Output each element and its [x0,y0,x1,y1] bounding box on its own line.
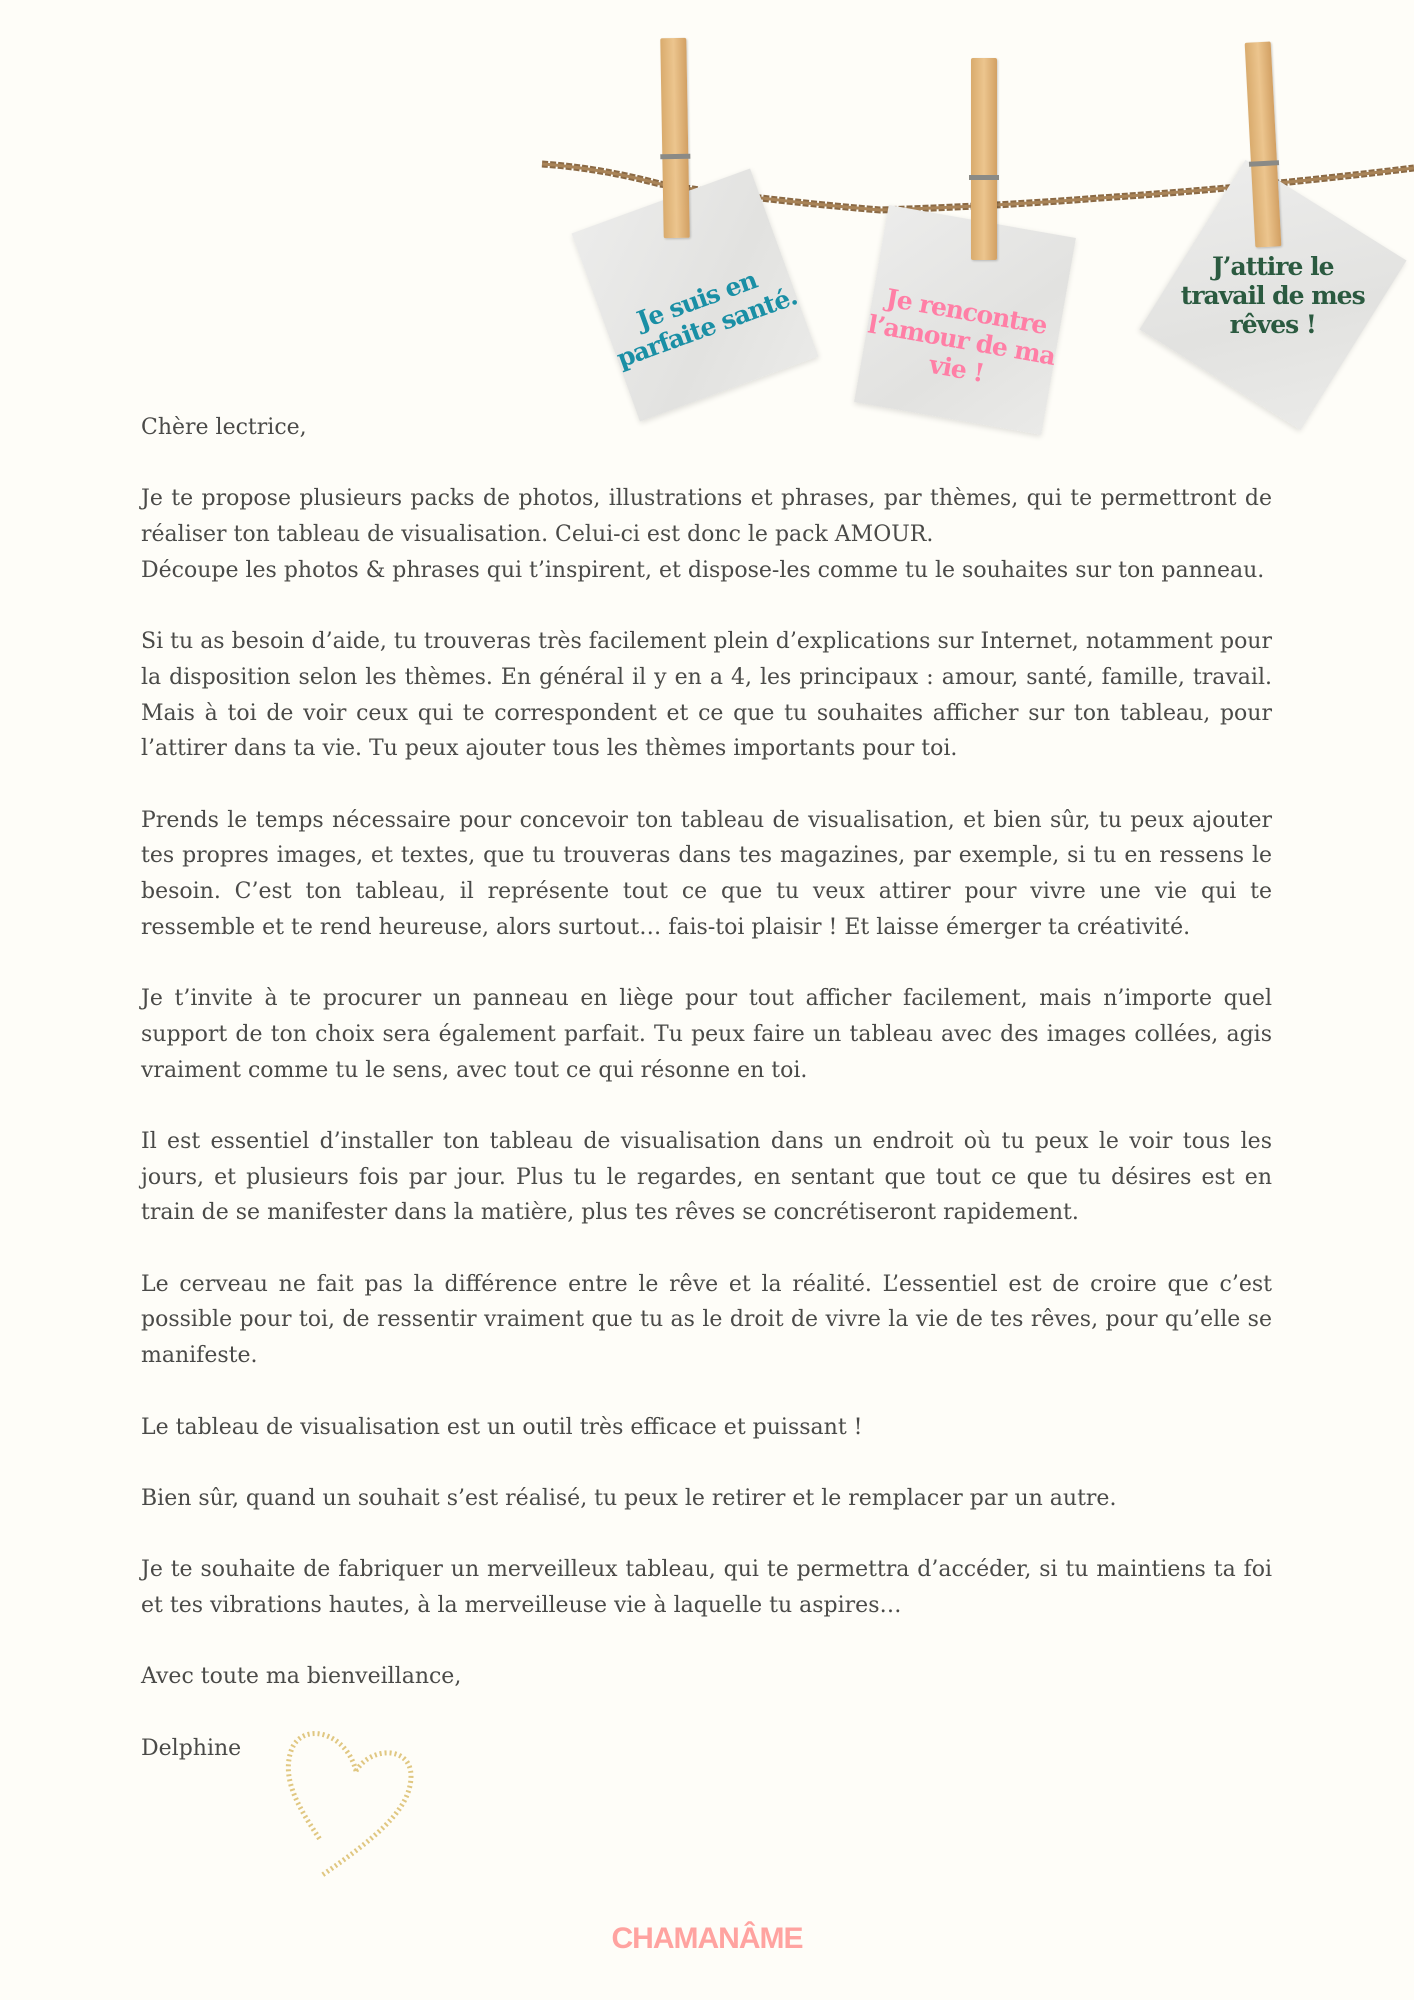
paragraph: Je t’invite à te procurer un panneau en liège pour tout afficher facilement, mais n’importe quel support de ton choix sera également parfait. Tu peux faire un tableau avec des images collées, agis vraiment comme tu le sens, avec tout ce qui résonne en toi. [141,986,1272,1083]
card-work-text: J’attire le travail de mes rêves ! [1181,251,1365,339]
paragraph: Le cerveau ne fait pas la différence entre le rêve et la réalité. L’essentiel est de croire que c’est possible pour toi, de ressentir vraiment que tu as le droit de vivre la vie de tes rêves, pour qu’elle se manifeste. [141,1271,1272,1369]
card-health-text: Je suis en parfaite santé. [612,265,801,374]
glitter-heart-icon [261,1711,461,1881]
paragraph: Le tableau de visualisation est un outil très efficace et puissant ! [141,1414,863,1440]
letter-body [141,410,1272,1881]
paragraph [141,481,1272,552]
card-love [854,205,1076,435]
paragraph: Découpe les photos & phrases qui t’inspirent, et dispose-les comme tu le souhaites sur ton panneau. [141,557,1265,583]
signature-block [141,1731,1272,1881]
clothespin-icon [971,58,997,260]
paragraph: Prends le temps nécessaire pour concevoir ton tableau de visualisation, et bien sûr, tu peux ajouter tes propres images, et textes, que tu trouveras dans tes magazines, par exemple, si tu en ressens le besoin. C’est ton tableau, il représente tout ce que tu veux attirer pour vivre une vie qui te ressemble et te rend heureuse, alors surtout… fais-toi plaisir ! Et laisse émerger ta créativité. [141,807,1272,940]
closing: Avec toute ma bienveillance, [141,1664,462,1690]
paragraph: Bien sûr, quand un souhait s’est réalisé, tu peux le retirer et le remplacer par un autre. [141,1485,1117,1511]
signature: Delphine [141,1735,242,1761]
paragraph-text: Je te propose plusieurs packs de photos, illustrations et phrases, par thèmes, qui te permettront de réaliser ton tableau de visualisation. Celui-ci est donc le pack AMOUR. [141,486,1272,548]
brand-logo: CHAMANÂME [611,1922,803,1955]
greeting: Chère lectrice, [141,415,307,440]
paragraph: Je te souhaite de fabriquer un merveilleux tableau, qui te permettra d’accéder, si tu maintiens ta foi et tes vibrations hautes, à la merveilleuse vie à laquelle tu aspires… [141,1557,1272,1619]
paragraph: Si tu as besoin d’aide, tu trouveras très facilement plein d’explications sur Internet, notamment pour la disposition selon les thèmes. En général il y en a 4, les principaux : amour, santé, famille, travail. Mais à toi de voir ceux qui te correspondent et ce que tu souhaites afficher sur ton tableau, pour l’attirer dans ta vie. Tu peux ajouter tous les thèmes importants pour toi. [141,629,1272,762]
clothespin-icon [660,38,689,238]
paragraph: Il est essentiel d’installer ton tableau de visualisation dans un endroit où tu peux le voir tous les jours, et plusieurs fois par jour. Plus tu le regardes, en sentant que tout ce que tu désires est en train de se manifester dans la matière, plus tes rêves se concrétiseront rapidement. [141,1128,1272,1226]
card-love-text: Je rencontre l’amour de ma vie ! [865,282,1058,388]
